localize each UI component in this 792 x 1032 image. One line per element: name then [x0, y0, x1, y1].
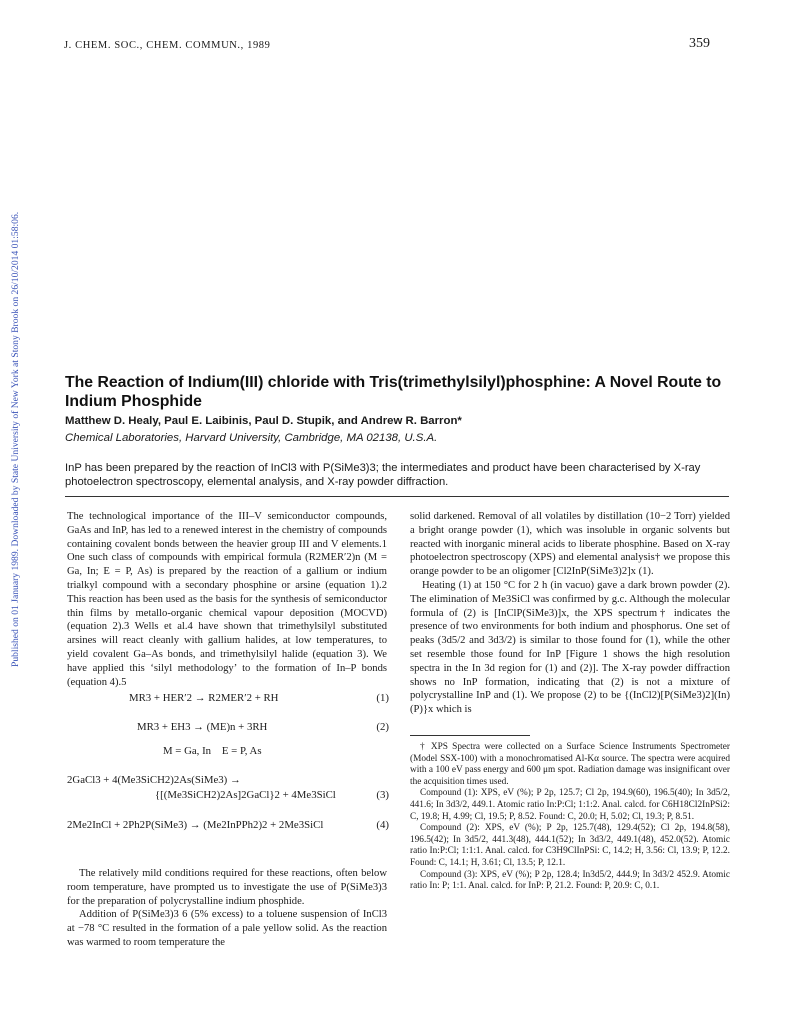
equation-number: (3) [376, 789, 389, 801]
equation-text: MR3 + HER′2 → R2MER′2 + RH [129, 692, 279, 704]
footnote: Compound (3): XPS, eV (%); P 2p, 128.4; In3d5/2, 444.9; In 3d3/2 452.9. Atomic ratio In: P; 1:1. Anal. calcd. for InP: P, 21.2. Found: P, 20.9: C, 0.1. [410, 869, 730, 892]
equation-number: (1) [376, 692, 389, 704]
affiliation: Chemical Laboratories, Harvard University, Cambridge, MA 02138, U.S.A. [65, 432, 438, 444]
footnote: † XPS Spectra were collected on a Surface Science Instruments Spectrometer (Model SSX-100) with a monochromatised Al-Kα source. The spectra were acquired with a 100 eV pass energy and 600 μm spot. Radiation damage was insignificant over the acquisition times used. [410, 742, 730, 787]
equation-text: {[(Me3SiCH2)2As]2GaCl}2 + 4Me3SiCl [155, 789, 336, 801]
body-column-left-continued [67, 867, 387, 950]
equation-number: (2) [376, 721, 389, 733]
body-paragraph: The technological importance of the III–V semiconductor compounds, GaAs and InP, has led to a renewed interest in the chemistry of compounds containing covalent bonds between the heavier group III and V elements.1 One such class of compounds with empirical formula (R2MER′2)n (M = Ga, In; E = P, As) is prepared by the reaction of a gallium or indium trialkyl compound with a secondary phosphine or arsine (equation 1).2 This reaction has been used as the basis for the synthesis of semiconductor thin films by metallo-organic chemical vapour deposition (MOCVD) (equation 2).3 Wells et al.4 have shown that trimethylsilyl substituted arsines will react cleanly with gallium halides, at low temperatures, to yield covalent Ga–As bonds, and trimethylsilyl halide (equation 3). We have applied this ‘silyl methodology’ to the formation of In–P bonds (equation 4).5 [67, 511, 387, 688]
body-paragraph: solid darkened. Removal of all volatiles by distillation (10−2 Torr) yielded a bright orange powder (1), which was insoluble in organic solvents but reacted with inorganic mineral acids to liberate phosphine. Based on X-ray photoelectron spectroscopy (XPS) and elemental analysis† we propose this orange powder to be an oligomer [Cl2InP(SiMe3)2]x (1). [410, 511, 730, 578]
footnote: Compound (2): XPS, eV (%); P 2p, 125.7(48), 129.4(52); Cl 2p, 194.8(58), 196.5(42); In 3d5/2, 441.3(48), 444.1(52); In 3d3/2, 449.1(48), 452.0(52). Atomic ratio In:P:Cl; 1:1:1. Anal. calcd. for C3H9ClInPSi: C, 14.2; H, 3.56: Cl, 13.9; P, 12.2. Found: C, 14.1; H, 3.61; Cl, 13.5; P, 12.1. [410, 823, 730, 868]
body-paragraph: Addition of P(SiMe3)3 6 (5% excess) to a toluene suspension of InCl3 at −78 °C resulted in the formation of a pale yellow solid. As the reaction was warmed to room temperature the [67, 909, 387, 948]
body-column-right [410, 510, 730, 717]
footnote: Compound (1): XPS, eV (%); P 2p, 125.7; Cl 2p, 194.9(60), 196.5(40); In 3d5/2, 441.6; In 3d3/2, 449.1. Atomic ratio In:P:Cl; 1:1:2. Anal. calcd. for C6H18Cl2InPSi2: C, 19.8; H, 4.99; Cl, 19.5; P, 8.52. Found: C, 20.0; H, 5.02; Cl, 19.3; P, 8.51. [410, 788, 730, 822]
equation-text: M = Ga, In E = P, As [163, 745, 262, 757]
author-list: Matthew D. Healy, Paul E. Laibinis, Paul D. Stupik, and Andrew R. Barron* [65, 415, 462, 427]
footnote-divider [410, 735, 530, 736]
running-head: J. CHEM. SOC., CHEM. COMMUN., 1989 [64, 40, 271, 51]
body-column-left [67, 510, 387, 689]
section-divider [65, 496, 729, 497]
body-paragraph: Heating (1) at 150 °C for 2 h (in vacuo) gave a dark brown powder (2). The elimination of Me3SiCl was confirmed by g.c. Although the molecular formula of (2) is [InClP(SiMe3)]x, the XPS spectrum† indicates the presence of two environments for both indium and phosphorus. One set of peaks (3d5/2 and 3d3/2) is similar to those found for (1), while the other set resemble those found for InP [Figure 1 shows the high resolution spectra in the In 3d region for (1) and (2)]. The X-ray powder diffraction shows no InP formation, indicating that (2) is not a mixture of polycrystalline InP and (1). We propose (2) to be {(InCl2)[P(SiMe3)2](In)(P)}x which is [410, 579, 730, 716]
download-watermark-text[interactable]: Published on 01 January 1989. Downloaded by State University of New York at Stony Brook on 26/10/2014 01:58:06. [10, 211, 21, 667]
equation-text: 2Me2InCl + 2Ph2P(SiMe3) → (Me2InPPh2)2 + 2Me3SiCl [67, 819, 324, 831]
page-number: 359 [689, 36, 710, 51]
equation-number: (4) [376, 819, 389, 831]
article-title: The Reaction of Indium(III) chloride with Tris(trimethylsilyl)phosphine: A Novel Route to Indium Phosphide [65, 374, 722, 410]
equation-text: 2GaCl3 + 4(Me3SiCH2)2As(SiMe3) → [67, 774, 241, 786]
download-watermark[interactable] [2, 118, 21, 678]
body-paragraph: The relatively mild conditions required for these reactions, often below room temperature, have prompted us to investigate the use of P(SiMe3)3 for the preparation of polycrystalline indium phosphide. [67, 868, 387, 907]
footnotes [410, 742, 730, 893]
equation-text: MR3 + EH3 → (ME)n + 3RH [137, 721, 268, 733]
abstract: InP has been prepared by the reaction of InCl3 with P(SiMe3)3; the intermediates and product have been characterised by X-ray photoelectron spectroscopy, elemental analysis, and X-ray powder diffraction. [65, 462, 701, 488]
